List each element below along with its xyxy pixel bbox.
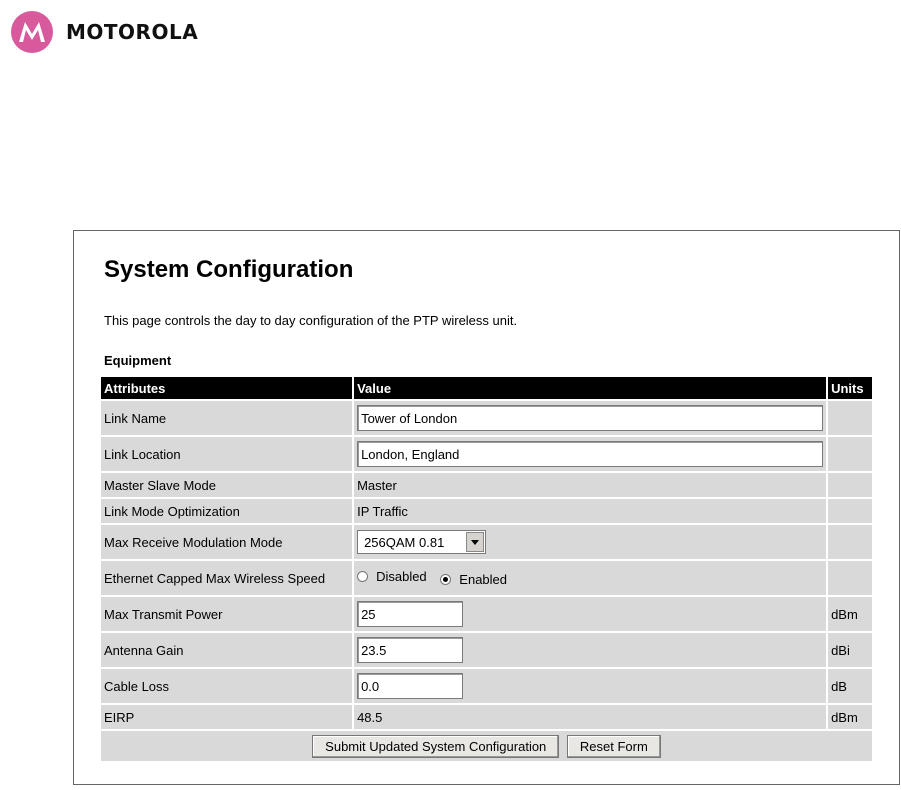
eth-capped-label: Ethernet Capped Max Wireless Speed <box>101 561 352 595</box>
table-row <box>101 597 872 631</box>
table-row <box>101 561 872 595</box>
table-row <box>101 401 872 435</box>
units-cell <box>828 437 872 471</box>
table-row <box>101 633 872 667</box>
page-description: This page controls the day to day configuration of the PTP wireless unit. <box>104 313 518 328</box>
link-location-label: Link Location <box>101 437 352 471</box>
units-cell <box>828 473 872 497</box>
link-mode-label: Link Mode Optimization <box>101 499 352 523</box>
eirp-value: 48.5 <box>354 705 826 729</box>
table-row <box>101 525 872 559</box>
table-row <box>101 437 872 471</box>
equipment-table <box>99 375 874 763</box>
button-row <box>101 731 872 761</box>
motorola-batwing-icon <box>10 10 54 54</box>
link-name-label: Link Name <box>101 401 352 435</box>
eirp-units: dBm <box>828 705 872 729</box>
header-attributes: Attributes <box>101 377 352 399</box>
cable-loss-units: dB <box>828 669 872 703</box>
master-slave-value: Master <box>354 473 826 497</box>
table-row <box>101 705 872 729</box>
link-mode-value: IP Traffic <box>354 499 826 523</box>
max-tx-power-units: dBm <box>828 597 872 631</box>
enabled-label: Enabled <box>459 572 508 587</box>
link-location-input[interactable] <box>357 441 823 467</box>
max-tx-power-input[interactable] <box>357 601 463 627</box>
reset-button[interactable]: Reset Form <box>567 735 661 758</box>
units-cell <box>828 525 872 559</box>
section-heading: Equipment <box>104 353 172 368</box>
units-cell <box>828 401 872 435</box>
antenna-gain-units: dBi <box>828 633 872 667</box>
max-tx-power-cell <box>354 597 826 631</box>
radio-dot-icon <box>443 577 448 582</box>
header-units: Units <box>828 377 872 399</box>
enabled-option[interactable] <box>440 572 507 587</box>
submit-button[interactable]: Submit Updated System Configuration <box>312 735 559 758</box>
antenna-gain-cell <box>354 633 826 667</box>
table-row <box>101 669 872 703</box>
max-rx-mod-cell <box>354 525 826 559</box>
dropdown-button[interactable] <box>466 532 484 552</box>
link-name-input[interactable] <box>357 405 823 431</box>
cable-loss-input[interactable] <box>357 673 463 699</box>
max-rx-mod-select[interactable] <box>357 530 486 554</box>
link-name-cell <box>354 401 826 435</box>
table-row <box>101 499 872 523</box>
max-rx-mod-selected: 256QAM 0.81 <box>364 534 445 550</box>
antenna-gain-input[interactable] <box>357 637 463 663</box>
button-cell <box>101 731 872 761</box>
enabled-radio[interactable] <box>440 574 451 585</box>
units-cell <box>828 561 872 595</box>
max-rx-mod-label: Max Receive Modulation Mode <box>101 525 352 559</box>
antenna-gain-label: Antenna Gain <box>101 633 352 667</box>
header-value: Value <box>354 377 826 399</box>
page-title: System Configuration <box>104 256 354 283</box>
link-location-cell <box>354 437 826 471</box>
master-slave-label: Master Slave Mode <box>101 473 352 497</box>
table-header-row <box>101 377 872 399</box>
motorola-logo <box>10 10 198 54</box>
max-tx-power-label: Max Transmit Power <box>101 597 352 631</box>
eth-capped-cell <box>354 561 826 595</box>
cable-loss-label: Cable Loss <box>101 669 352 703</box>
system-configuration-panel <box>73 230 900 785</box>
table-row <box>101 473 872 497</box>
brand-name: MOTOROLA <box>66 20 199 44</box>
eirp-label: EIRP <box>101 705 352 729</box>
disabled-option[interactable] <box>357 569 427 584</box>
chevron-down-icon <box>471 540 479 545</box>
disabled-radio[interactable] <box>357 571 368 582</box>
disabled-label: Disabled <box>376 569 427 584</box>
units-cell <box>828 499 872 523</box>
cable-loss-cell <box>354 669 826 703</box>
